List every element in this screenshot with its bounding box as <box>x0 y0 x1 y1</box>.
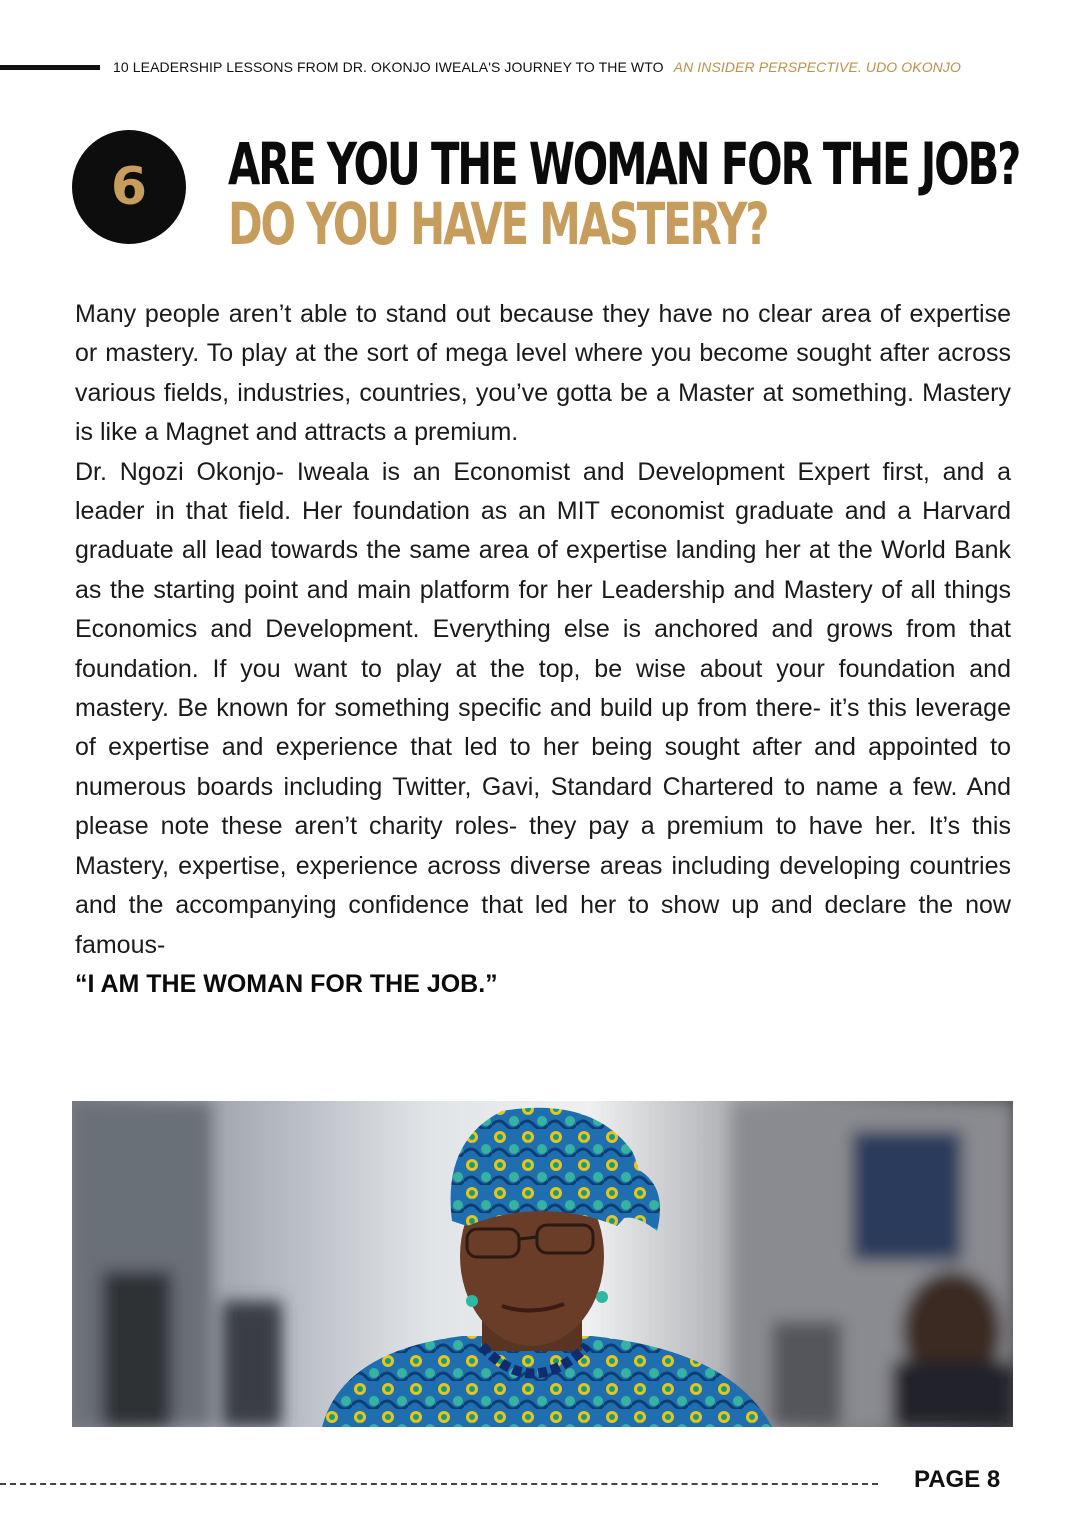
portrait-illustration <box>72 1101 1013 1427</box>
section-title <box>228 130 1028 258</box>
portrait-photo <box>72 1101 1013 1427</box>
section-number-badge <box>72 130 186 244</box>
footer-dashed-rule <box>0 1483 878 1485</box>
pull-quote: “I AM THE WOMAN FOR THE JOB.” <box>75 969 498 998</box>
article-body <box>75 295 1011 1004</box>
running-header <box>113 59 1073 75</box>
header-rule <box>0 65 100 70</box>
header-title: 10 LEADERSHIP LESSONS FROM DR. OKONJO IWEALA'S JOURNEY TO THE WTO <box>113 59 664 75</box>
paragraph-1: Many people aren’t able to stand out because they have no clear area of expertise or mastery. To play at the sort of mega level where you become sought after across various fields, industries, countries, you’ve gotta be a Master at something. Mastery is like a Magnet and attracts a premium. <box>75 300 1011 447</box>
paragraph-2: Dr. Ngozi Okonjo- Iweala is an Economist and Development Expert first, and a leader in that field. Her foundation as an MIT economist graduate and a Harvard graduate all lead towards the same area of expertise landing her at the World Bank as the starting point and main platform for her Leadership and Mastery of all things Economics and Development. Everything else is anchored and grows from that foundation. If you want to play at the top, be wise about your foundation and mastery. Be known for something specific and build up from there- it’s this leverage of expertise and experience that led to her being sought after and appointed to numerous boards including Twitter, Gavi, Standard Chartered to name a few. And please note these aren’t charity roles- they pay a premium to have her. It’s this Mastery, expertise, experience across diverse areas including developing countries and the accompanying confidence that led her to show up and declare the now famous- <box>75 457 1011 959</box>
header-subtitle: AN INSIDER PERSPECTIVE. UDO OKONJO <box>673 59 961 75</box>
page-number: PAGE 8 <box>914 1466 1001 1493</box>
title-line-1: ARE YOU THE WOMAN FOR THE JOB? <box>228 130 1020 198</box>
section-number: 6 <box>110 157 148 217</box>
title-line-2: DO YOU HAVE MASTERY? <box>228 190 768 258</box>
